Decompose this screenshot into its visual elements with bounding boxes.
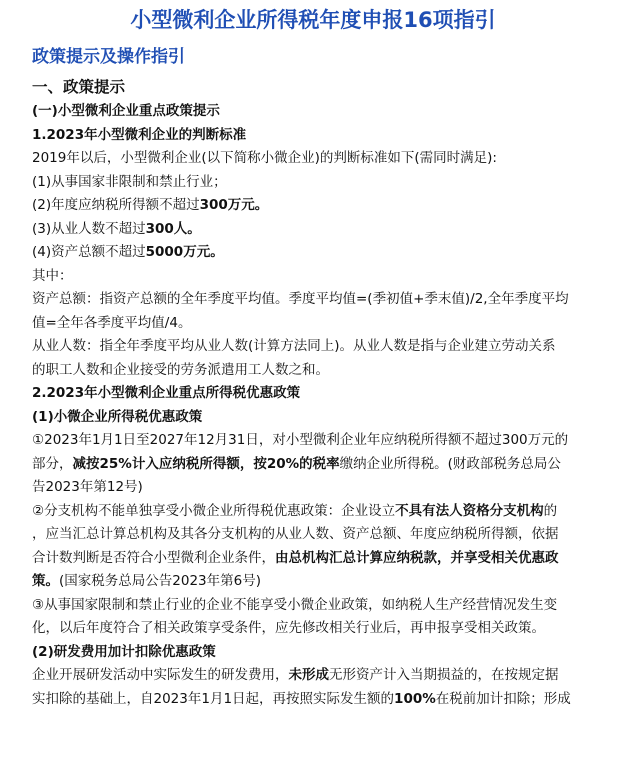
paragraph-assets-line2: 值=全年各季度平均值/4。	[32, 314, 192, 331]
policy-1-line1: ①2023年1月1日至2027年12月31日，对小型微利企业年应纳税所得额不超过300万元的	[32, 432, 569, 448]
emphasis-text: 300人。	[145, 220, 201, 237]
emphasis-text: 减按25%计入应纳税所得额，按20%的税率	[72, 455, 340, 472]
heading-tax-preferences: 2.2023年小型微利企业重点所得税优惠政策	[32, 385, 301, 401]
text-span: 合计数判断是否符合小型微利企业条件，	[32, 549, 275, 566]
emphasis-text: 策。	[32, 573, 59, 589]
policy-2-line4	[32, 570, 616, 594]
policy-1-line3: 告2023年第12号)	[32, 479, 143, 495]
text-span: (2)年度应纳税所得额不超过	[32, 197, 200, 213]
text-span: 实扣除的基础上，自2023年1月1日起，再按照实际发生额的	[32, 690, 395, 707]
policy-3-line2: 化，以后年度符合了相关政策享受条件，应先修改相关行业后，再申报享受相关政策。	[32, 620, 545, 636]
criterion-income	[32, 194, 616, 218]
policy-2-line3	[32, 547, 616, 571]
section-subtitle: 政策提示及操作指引	[32, 47, 185, 67]
heading-policy-tips: 一、政策提示	[32, 78, 126, 96]
text-span: 无形资产计入当期损益的，在按规定据	[329, 667, 559, 683]
paragraph-staff-line1: 从业人数：指全年季度平均从业人数(计算方法同上)。从业人数是指与企业建立劳动关系	[32, 338, 556, 354]
paragraph-intro: 2019年以后，小型微利企业(以下简称小微企业)的判断标准如下(需同时满足):	[32, 150, 497, 166]
rd-line2	[32, 688, 616, 712]
text-span: 部分，	[32, 455, 73, 472]
text-span: (国家税务总局公告2023年第6号)	[59, 573, 261, 589]
text-span: (3)从业人数不超过	[32, 220, 146, 237]
heading-criteria: 1.2023年小型微利企业的判断标准	[32, 126, 247, 143]
emphasis-text: 300万元。	[199, 197, 269, 213]
heading-rd-deduction: (2)研发费用加计扣除优惠政策	[32, 643, 216, 660]
emphasis-text: 100%	[394, 690, 436, 707]
policy-2-line2: ，应当汇总计算总机构及其各分支机构的从业人数、资产总额、年度应纳税所得额，依据	[32, 526, 559, 542]
criterion-industry: (1)从事国家非限制和禁止行业；	[32, 173, 227, 190]
paragraph-assets-line1: 资产总额：指资产总额的全年季度平均值。季度平均值=(季初值+季末值)/2,全年季度平均	[32, 291, 569, 307]
criterion-assets	[32, 241, 616, 265]
heading-small-micro-policy: (1)小微企业所得税优惠政策	[32, 408, 203, 425]
criterion-staff	[32, 218, 616, 242]
policy-1-line2	[32, 453, 616, 477]
text-span: 在税前加计扣除；形成	[435, 690, 571, 707]
text-span: ②分支机构不能单独享受小微企业所得税优惠政策：企业设立	[32, 502, 396, 519]
paragraph-among: 其中：	[32, 267, 73, 284]
text-span: (4)资产总额不超过	[32, 244, 146, 260]
emphasis-text: 未形成	[288, 667, 329, 683]
document-title: 小型微利企业所得税年度申报16项指引	[130, 8, 496, 32]
text-span: 的	[543, 502, 558, 519]
text-span: 缴纳企业所得税。(财政部税务总局公	[339, 455, 561, 472]
emphasis-text: 由总机构汇总计算应纳税款，并享受相关优惠政	[275, 549, 559, 566]
heading-key-policies: (一)小型微利企业重点政策提示	[32, 103, 220, 119]
policy-2-line1	[32, 500, 616, 524]
emphasis-text: 不具有法人资格分支机构	[395, 502, 544, 519]
rd-line1	[32, 664, 616, 688]
emphasis-text: 5000万元。	[145, 244, 224, 260]
paragraph-staff-line2: 的职工人数和企业接受的劳务派遣用工人数之和。	[32, 361, 329, 378]
text-span: 企业开展研发活动中实际发生的研发费用，	[32, 667, 289, 683]
policy-3-line1: ③从事国家限制和禁止行业的企业不能享受小微企业政策，如纳税人生产经营情况发生变	[32, 596, 558, 613]
